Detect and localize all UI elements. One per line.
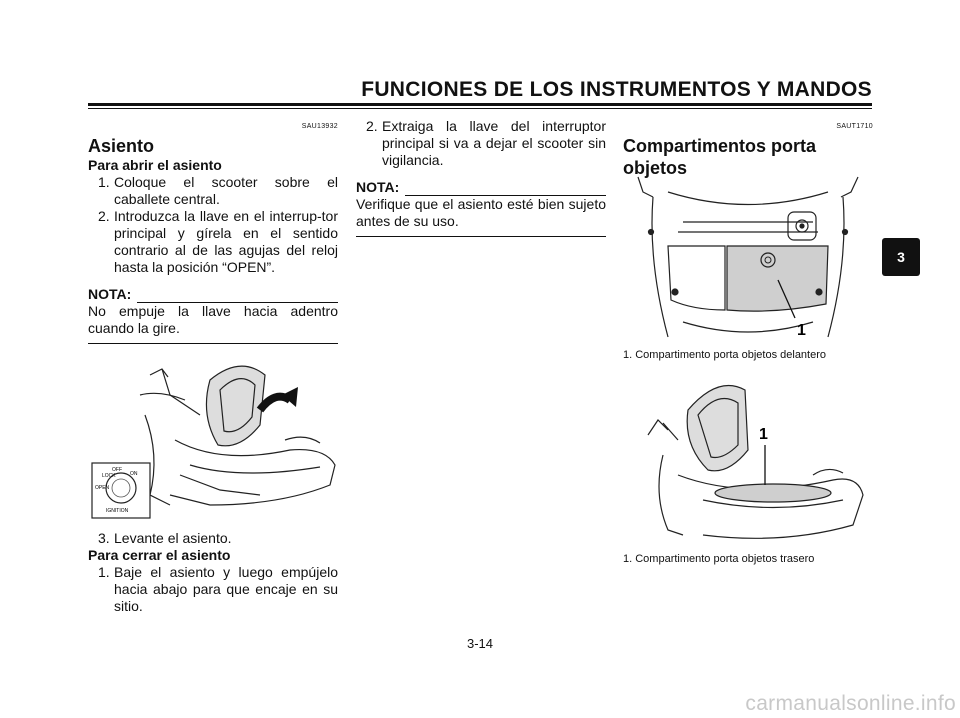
nota-label-text: NOTA: xyxy=(88,286,132,302)
step-text: Baje el asiento y luego empújelo hacia abajo para que encaje en su sitio. xyxy=(114,564,338,614)
nota-label xyxy=(356,179,606,196)
step-text: Coloque el scooter sobre el caballete central. xyxy=(114,174,338,207)
header-rule xyxy=(88,103,872,106)
chapter-tab[interactable]: 3 xyxy=(882,238,920,276)
header-rule-thin xyxy=(88,108,872,109)
nota-text: No empuje la llave hacia adentro cuando la gire. xyxy=(88,303,338,336)
page-title: FUNCIONES DE LOS INSTRUMENTOS Y MANDOS xyxy=(361,78,872,101)
nota-end-rule xyxy=(356,236,606,237)
section-title-line-2: objetos xyxy=(623,158,688,178)
left-column xyxy=(88,118,338,344)
close-step-1 xyxy=(88,564,338,615)
open-seat-heading: Para abrir el asiento xyxy=(88,157,222,173)
label-lock: LOCK xyxy=(102,473,116,479)
watermark: carmanualsonline.info xyxy=(745,692,956,715)
step-number: 1. xyxy=(98,564,110,580)
step-number: 3. xyxy=(98,530,110,546)
nota-end-rule xyxy=(88,343,338,344)
callout-number-front: 1 xyxy=(797,322,806,339)
open-step-3 xyxy=(88,530,338,547)
label-on: ON xyxy=(130,471,138,477)
section-code: SAU13932 xyxy=(301,123,338,130)
nota-label xyxy=(88,286,338,303)
label-ignition: IGNITION xyxy=(106,508,129,514)
seat-opening-figure xyxy=(90,355,340,520)
close-seat-heading: Para cerrar el asiento xyxy=(88,547,231,563)
arrow-icon xyxy=(282,387,298,407)
open-step-1 xyxy=(88,174,338,208)
nota-rule xyxy=(137,292,338,303)
left-column-continued xyxy=(88,530,338,615)
rear-compartment xyxy=(715,484,831,502)
step-number: 2. xyxy=(98,208,110,224)
callout-number-rear: 1 xyxy=(759,426,768,443)
rear-compartment-figure xyxy=(623,375,873,545)
step-number: 1. xyxy=(98,174,110,190)
open-step-2 xyxy=(88,208,338,276)
step-text: Extraiga la llave del interruptor principal si va a dejar el scooter sin vigilancia. xyxy=(382,118,606,168)
nota-label-text: NOTA: xyxy=(356,179,400,195)
step-number: 2. xyxy=(366,118,378,134)
nota-text: Verifique que el asiento esté bien sujeto antes de su uso. xyxy=(356,196,606,229)
page-number: 3-14 xyxy=(466,636,494,651)
section-title-asiento: Asiento xyxy=(88,136,155,156)
step-text: Introduzca la llave en el interrup-tor principal y gírela en el sentido contrario al de las agujas del reloj hasta la posición “OPEN”. xyxy=(114,208,338,275)
label-off: OFF xyxy=(112,467,122,473)
front-compartment-figure xyxy=(623,172,873,342)
caption-rear-compartment: 1. Compartimento porta objetos trasero xyxy=(623,553,815,565)
right-column xyxy=(623,118,873,179)
section-title-line-1: Compartimentos porta xyxy=(623,136,817,156)
middle-column xyxy=(356,118,606,237)
section-code: SAUT1710 xyxy=(836,123,873,130)
caption-front-compartment: 1. Compartimento porta objetos delantero xyxy=(623,349,827,361)
nota-rule xyxy=(405,185,606,196)
front-compartment xyxy=(727,246,828,311)
label-open: OPEN xyxy=(95,485,110,491)
step-text: Levante el asiento. xyxy=(114,530,232,546)
close-step-2 xyxy=(356,118,606,169)
